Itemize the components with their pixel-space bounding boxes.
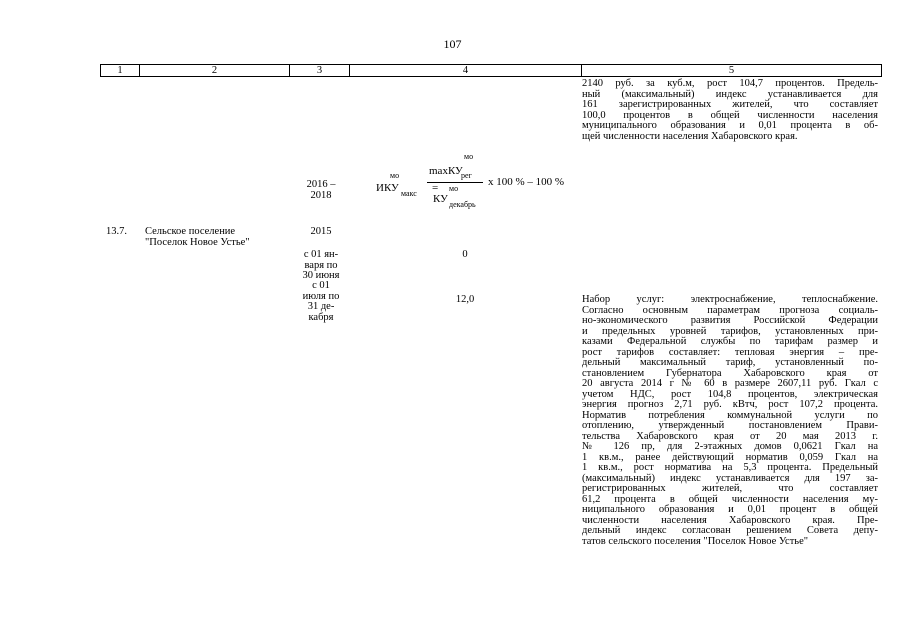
formula: мо ИКУ макс = мо maxКУ рег мо КУ декабрь х 100 % – 100 % <box>376 152 565 209</box>
text-line: 1 кв.м., ранее действующий норматив 0,059 Гкал на <box>582 451 878 463</box>
text-line: 20 августа 2014 г № 60 в размере 2607,11 руб. Гкал с <box>582 378 878 389</box>
text-line: но-экономического развития Российской Федерации <box>582 315 878 326</box>
main-text-block <box>582 295 878 547</box>
text-line: учетом НДС, рост 104,8 процентов, электрическая <box>582 388 878 400</box>
text-line: дельный максимальный тариф, установленный по- <box>582 357 878 368</box>
formula-years: 2016 – 2018 <box>306 179 336 201</box>
text-line: становлением Губернатора Хабаровского края от <box>582 367 878 379</box>
row-year: 2015 <box>310 226 332 237</box>
header-col-3: 3 <box>290 65 350 76</box>
text-line: 100,0 процентов в общей численности населения <box>582 109 878 121</box>
formula-lhs: ИКУ <box>376 182 399 194</box>
text-line: татов сельского поселения "Поселок Новое Устье" <box>582 535 809 547</box>
fraction-bar <box>427 182 483 183</box>
text-line: дельный индекс согласован решением Совета депу- <box>582 525 878 536</box>
text-line: Согласно основным параметрам прогноза социаль- <box>582 304 878 316</box>
text-line: № 126 пр, для 2-этажных домов 0,0621 Гкал на <box>582 441 878 452</box>
row-name: Сельское поселение "Поселок Новое Устье" <box>145 226 250 248</box>
formula-numerator: maxКУ <box>429 165 463 177</box>
value-2: 12,0 <box>455 294 475 305</box>
text-line: муниципального образования и 0,01 процента в об- <box>582 120 878 131</box>
text-line: 61,2 процента в общей численности населения му- <box>582 493 878 505</box>
header-col-1: 1 <box>101 65 140 76</box>
text-line: численности населения Хабаровского края. Пре- <box>582 514 878 526</box>
header-col-4: 4 <box>350 65 582 76</box>
text-line: энергия прогноз 2,71 руб. кВтч, рост 107,2 процента. <box>582 399 878 410</box>
text-line: отоплению, утвержденный постановлением Прави- <box>582 420 878 431</box>
header-col-2: 2 <box>140 65 290 76</box>
text-line: ниципального образования и 0,01 процент в общей <box>582 504 878 515</box>
formula-tail: х 100 % – 100 % <box>488 176 565 188</box>
text-line: и предельных уровней тарифов, установленных при- <box>582 325 878 337</box>
formula-denominator: КУ <box>433 193 448 205</box>
period-2: с 01 июля по 31 де- кабря <box>302 280 340 323</box>
page-number: 107 <box>443 37 462 51</box>
text-line: регистрированных жителей, что составляет <box>582 483 878 494</box>
header-col-5: 5 <box>728 65 735 76</box>
period-1: с 01 ян- варя по 30 июня <box>302 249 340 281</box>
value-1: 0 <box>462 249 468 260</box>
table-header <box>100 64 882 77</box>
text-line: Набор услуг: электроснабжение, теплоснабжение. <box>582 294 878 305</box>
row-number: 13.7. <box>106 226 127 237</box>
text-line: рост тарифов составляет: тепловая энергия – пре- <box>582 346 878 358</box>
text-line: 1 кв.м., рост норматива на 5,3 процента. Предельный <box>582 462 878 473</box>
text-line: щей численности населения Хабаровского края. <box>582 130 798 142</box>
text-line: ный (максимальный) индекс устанавливается для <box>582 88 878 100</box>
top-text-block <box>582 79 878 142</box>
text-line: тельства Хабаровского края от 20 мая 2013 г. <box>582 430 878 442</box>
text-line: (максимальный) индекс устанавливается для 197 за- <box>582 472 878 484</box>
text-line: казами Федеральной службы по тарифам размер и <box>582 336 878 347</box>
text-line: Норматив потребления коммунальной услуги по <box>582 409 878 421</box>
text-line: 2140 руб. за куб.м, рост 104,7 процентов. Предель- <box>582 78 878 89</box>
text-line: 161 зарегистрированных жителей, что составляет <box>582 99 878 110</box>
